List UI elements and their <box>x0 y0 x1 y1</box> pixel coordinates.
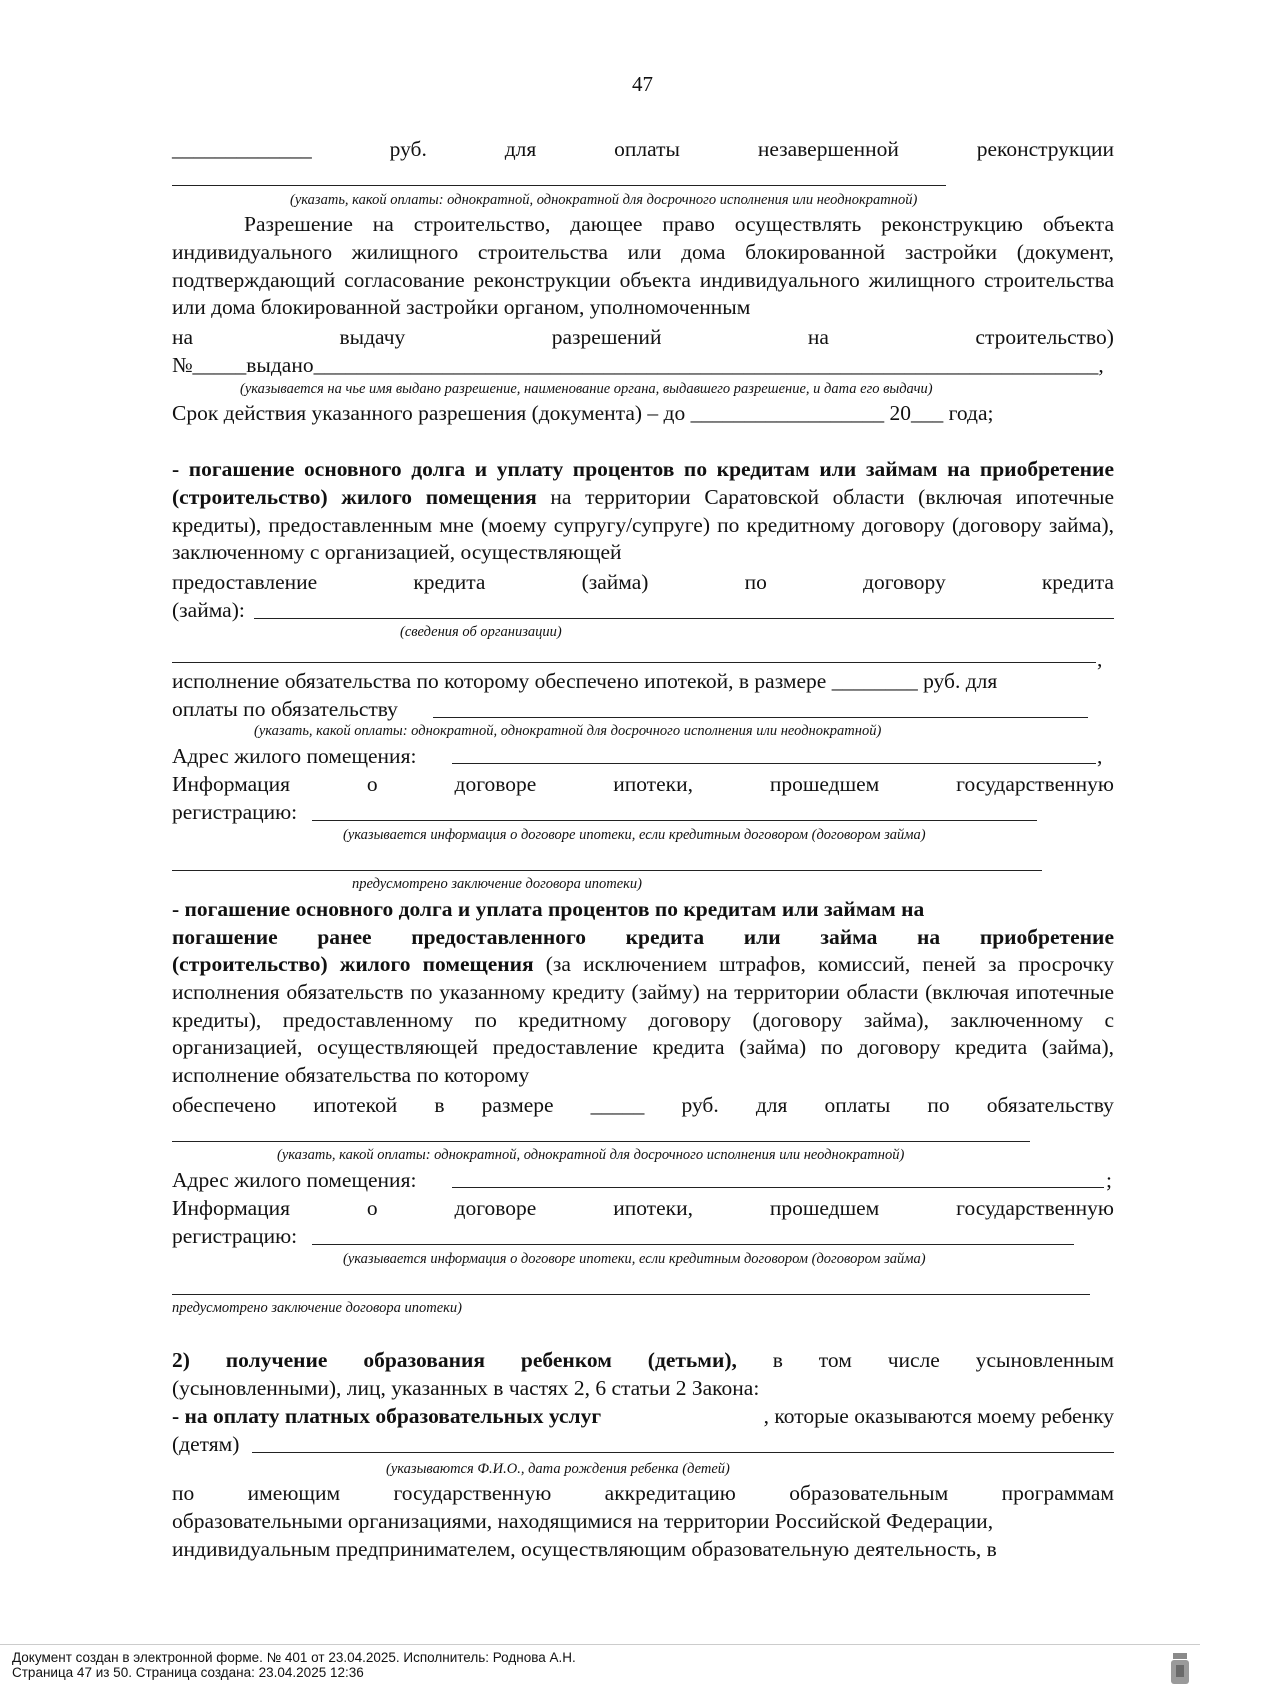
word: государственную <box>956 772 1114 796</box>
footer <box>12 1650 576 1680</box>
mortgage2-heading-2 <box>172 923 1114 951</box>
footer-line-2: Страница 47 из 50. Страница создана: 23.04.2025 12:36 <box>12 1665 364 1680</box>
address-label: Адрес жилого помещения: <box>172 744 417 768</box>
mortgage1-obligation-line: исполнение обязательства по которому обеспечено ипотекой, в размере ________ руб. для <box>172 669 998 693</box>
payment-line <box>172 135 1114 163</box>
word: образования <box>363 1348 486 1372</box>
word: незавершенной <box>757 137 899 161</box>
info-line <box>172 770 1114 798</box>
word: кредита <box>625 925 705 949</box>
word: имеющим <box>247 1481 341 1505</box>
word: займа <box>820 925 878 949</box>
word: для <box>755 1093 788 1117</box>
address-end: , <box>1097 744 1103 768</box>
payment-type-note: (указать, какой оплаты: однократной, однократной для досрочного исполнения или неоднократной) <box>290 192 918 208</box>
word: о <box>366 1196 378 1220</box>
reg-note-2: предусмотрено заключение договора ипотеки) <box>352 876 642 892</box>
page-number: 47 <box>632 72 653 96</box>
children-fill-line <box>252 1452 1114 1453</box>
word: руб. <box>389 137 427 161</box>
address-end-2: ; <box>1106 1168 1112 1192</box>
word: о <box>366 772 378 796</box>
word: по <box>927 1093 950 1117</box>
info-line-2 <box>172 1194 1114 1222</box>
payment-fill-line <box>433 717 1088 718</box>
word: погашение <box>172 925 278 949</box>
permit-term-line: Срок действия указанного разрешения (документа) – до __________________ 20___ года; <box>172 401 994 425</box>
word: по <box>744 570 767 594</box>
word: получение <box>225 1348 328 1372</box>
word: обеспечено <box>172 1093 277 1117</box>
word: в <box>772 1348 783 1372</box>
blank-amount: _____ <box>590 1093 645 1117</box>
reg-note: (указывается информация о договоре ипотеки, если кредитным договором (договором займа) <box>343 827 926 843</box>
word: ранее <box>317 925 372 949</box>
children-label: (детям) <box>172 1432 240 1456</box>
word: обязательству <box>986 1093 1114 1117</box>
mortgage1-credit-line <box>172 568 1114 596</box>
org-fill-line <box>254 618 1114 619</box>
reg-note-3: (указывается информация о договоре ипотеки, если кредитным договором (договором займа) <box>343 1251 926 1267</box>
mortgage1-heading: - погашение основного долга и уплату процентов по кредитам или займам на приобретение (строительство) жилого помещения <box>172 457 1114 509</box>
mortgage2-text: (за исключением штрафов, комиссий, пеней за просрочку исполнения обязательств по указанному кредиту (займу) на территории области (включая ипотечные кредиты), предоставленному по кредитному договору (договору займа), заключенному с организацией, осуществляющей предоставление кредита (займа) по договору кредита (займа), исполнение обязательства по которому <box>172 952 1114 1088</box>
fill-line <box>172 185 946 186</box>
reg-label-2: регистрацию: <box>172 1224 298 1248</box>
word: ипотеки, <box>613 772 693 796</box>
word: на <box>807 325 829 349</box>
payment-note-2: (указать, какой оплаты: однократной, однократной для досрочного исполнения или неоднократной) <box>277 1147 905 1163</box>
word: ипотекой <box>313 1093 398 1117</box>
reg-fill-line-2 <box>172 870 1042 871</box>
word: кредита <box>413 570 486 594</box>
blank-amount: _____________ <box>172 137 312 161</box>
payment-label: оплаты по обязательству <box>172 697 398 721</box>
word: числе <box>887 1348 940 1372</box>
mortgage2-paragraph <box>172 951 1114 1088</box>
mortgage2-heading-3: (строительство) жилого помещения <box>172 952 534 976</box>
mortgage1-text: на территории Саратовской области (включая ипотечные кредиты), предоставленным мне (моему супругу/супруге) по кредитному договору (договору займа), заключенному с организацией, осуществляющей <box>172 484 1114 565</box>
word: аккредитацию <box>604 1481 736 1505</box>
word: ребенком <box>520 1348 612 1372</box>
org-fill-line-2 <box>172 662 1096 663</box>
word: , которые оказываются моему ребенку <box>763 1404 1114 1428</box>
permit-last-line <box>172 323 1114 351</box>
reg-fill-line-4 <box>172 1294 1090 1295</box>
mortgage2-heading-1: - погашение основного долга и уплата процентов по кредитам или займам на <box>172 897 925 921</box>
word: по <box>172 1481 195 1505</box>
word: размере <box>481 1093 554 1117</box>
word: прошедшем <box>769 1196 880 1220</box>
word: договору <box>863 570 946 594</box>
word: государственную <box>956 1196 1114 1220</box>
word: для <box>504 137 537 161</box>
footer-line-1: Документ создан в электронной форме. № 401 от 23.04.2025. Исполнитель: Роднова А.Н. <box>12 1650 576 1665</box>
education-heading-line <box>172 1346 1114 1374</box>
reg-label: регистрацию: <box>172 800 298 824</box>
payment-fill-line-2 <box>172 1141 1030 1142</box>
address-fill-line-2 <box>452 1187 1104 1188</box>
word: предоставленного <box>411 925 586 949</box>
coat-of-arms-icon <box>1168 1652 1192 1688</box>
permit-number-line: №_____выдано_________________________________________________________________________, <box>172 353 1104 377</box>
education-line-5: образовательными организациями, находящимися на территории Российской Федерации, <box>172 1509 994 1533</box>
word: реконструкции <box>976 137 1114 161</box>
word: на <box>917 925 941 949</box>
word: договоре <box>454 1196 537 1220</box>
children-note: (указываются Ф.И.О., дата рождения ребенка (детей) <box>386 1461 730 1477</box>
word: или <box>743 925 781 949</box>
word: государственную <box>393 1481 552 1505</box>
word: Информация <box>172 1196 291 1220</box>
education-line-3 <box>172 1402 1114 1430</box>
education-subheading: - на оплату платных образовательных услуг <box>172 1404 602 1428</box>
education-line-2: (усыновленными), лиц, указанных в частях 2, 6 статьи 2 Закона: <box>172 1376 760 1400</box>
word: разрешений <box>551 325 662 349</box>
word: кредита <box>1041 570 1114 594</box>
word: ипотеки, <box>613 1196 693 1220</box>
reg-fill-line <box>312 820 1037 821</box>
word: оплаты <box>824 1093 891 1117</box>
word: руб. <box>681 1093 719 1117</box>
word: образовательным <box>789 1481 949 1505</box>
word: (детьми), <box>647 1348 737 1372</box>
word: на <box>172 325 194 349</box>
org-note: (сведения об организации) <box>400 624 562 640</box>
word: прошедшем <box>769 772 880 796</box>
payment-note: (указать, какой оплаты: однократной, однократной для досрочного исполнения или неоднократной) <box>254 723 882 739</box>
reg-note-4: предусмотрено заключение договора ипотеки) <box>172 1300 462 1316</box>
permit-paragraph: Разрешение на строительство, дающее право осуществлять реконструкцию объекта индивидуального жилищного строительства или дома блокированной застройки (документ, подтверждающий согласование реконструкции объекта индивидуального жилищного строительства или дома блокированной застройки органом, уполномоченным <box>172 212 1114 320</box>
education-line-6: индивидуальным предпринимателем, осуществляющим образовательную деятельность, в <box>172 1537 997 1561</box>
word: строительство) <box>975 325 1114 349</box>
footer-divider <box>0 1644 1200 1645</box>
word: том <box>818 1348 852 1372</box>
word: договоре <box>454 772 537 796</box>
word: предоставление <box>172 570 318 594</box>
word: выдачу <box>339 325 406 349</box>
permit-issuer-note: (указывается на чье имя выдано разрешение, наименование органа, выдавшего разрешение, и дата его выдачи) <box>240 381 933 397</box>
education-line-4 <box>172 1479 1114 1507</box>
comma: , <box>1097 647 1103 671</box>
word: усыновленным <box>975 1348 1114 1372</box>
word: Информация <box>172 772 291 796</box>
word: 2) <box>172 1348 190 1372</box>
word: приобретение <box>979 925 1114 949</box>
reg-fill-line-3 <box>312 1244 1074 1245</box>
mortgage1-paragraph <box>172 456 1114 568</box>
mortgage2-last-line <box>172 1091 1114 1119</box>
address-fill-line <box>452 763 1096 764</box>
word: программам <box>1001 1481 1114 1505</box>
address-label-2: Адрес жилого помещения: <box>172 1168 417 1192</box>
word: в <box>434 1093 445 1117</box>
word: (займа) <box>581 570 649 594</box>
word: оплаты <box>614 137 680 161</box>
zaim-label: (займа): <box>172 598 245 622</box>
